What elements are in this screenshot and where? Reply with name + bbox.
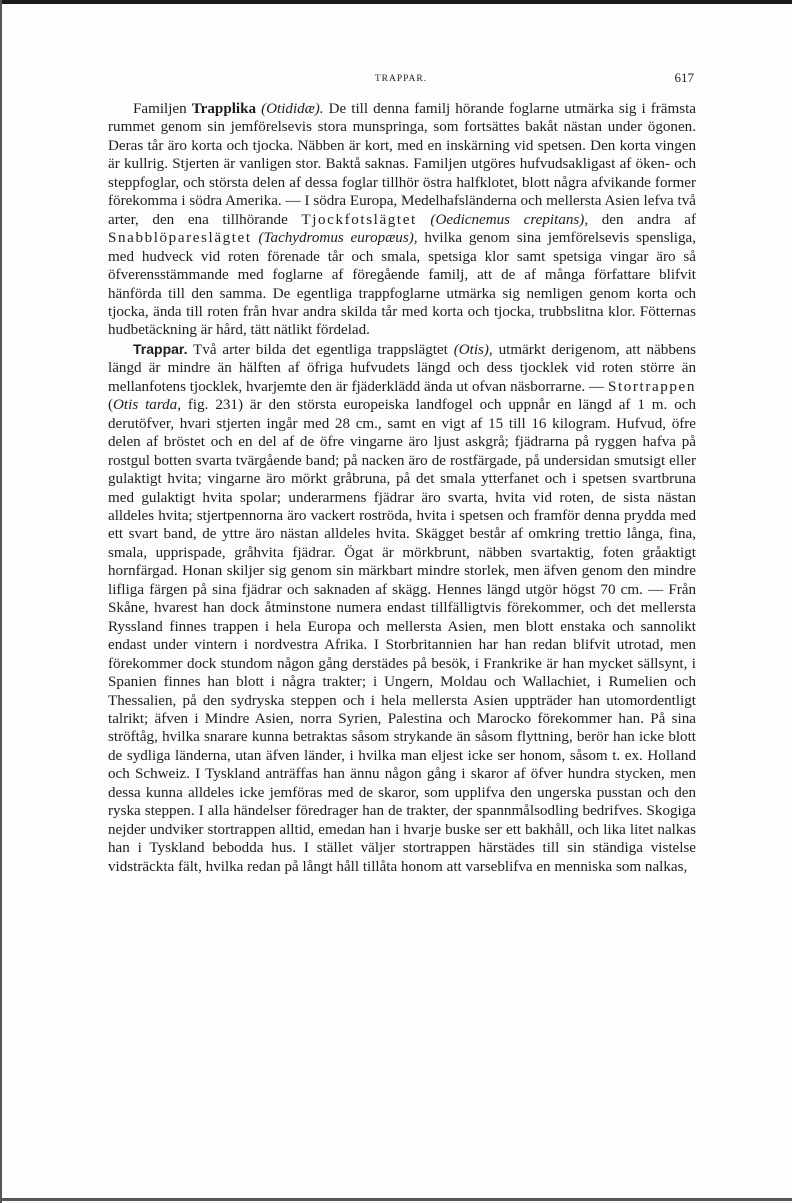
genus-latin-name: (Oedicnemus crepitans), xyxy=(430,211,589,228)
species-latin-name: Otis tarda, xyxy=(113,397,182,414)
paragraph-text: Två arter bilda det egentliga trappslägtet xyxy=(187,341,454,358)
species-name: Stortrappen xyxy=(607,378,696,395)
intro-word: Familjen xyxy=(133,101,187,117)
section-heading: Trappar. xyxy=(133,340,188,357)
paragraph-text: De till denna familj hörande foglarne utmärka sig i främsta rummet genom sin jemförelsevis stora munspringa, som fortsättes bakåt nästan under ögonen. Deras tår äro korta och tjocka. Näbben är kort, med en inskärning vid spetsen. Den korta vingen är kullrig. Stjerten är vanligen stor. Baktå saknas. Familjen utgöres hufvudsakligast af öken- och steppfoglar, och största delen af dessa foglar tillhör östra halfklotet, blott några afvikande former förekomma i södra Amerika. — I södra Europa, Medelhafsländerna och mellersta Asien lefva två arter, den ena tillhörande xyxy=(108,101,696,228)
paragraph-text: är den största europeiska landfogel och uppnår en längd af 1 m. och derutöfver, hvari stjerten ingår med 28 cm., samt en vigt af 15 till 16 kilogram. Hufvud, öfre delen af bröstet och en del af de öfre vingarne äro ljust askgrå; fjädrarna på ryggen hafva på rostgul botten svarta tvärgående band; på nacken äro de rostfärgade, på undersidan smutsigt eller gulaktigt hvita; vingarne äro mörkt gråbruna, på det smala ytterfanet och i spetsen svartbruna med gulaktigt hvita spolar; underarmens fjädrar äro svarta, hvita vid roten, de sista nästan alldeles hvita; stjertpennorna äro vackert roströda, hvita i spetsen och framför denna prydda med ett svart band, de yttre äro nästan alldeles hvita. Skägget består af omkring trettio långa, fina, smala, upprispade, gråhvita fjädrar. Ögat är mörkbrunt, näbben svartaktig, foten gråaktigt hornfärgad. Honan skiljer sig genom sin märkbart mindre storlek, men äfven genom den mindre lifliga färgen på sina fjädrar och saknaden af skägg. Hennes längd utgör högst 70 cm. — Från Skåne, hvarest han dock åtminstone numera endast tillfälligtvis förekommer, och det mellersta Ryssland finnes trappen i hela Europa och mellersta Asien, men blott enstaka och sannolikt endast under vintern i nordvestra Afrika. I Storbritannien har han redan blifvit utrotad, men förekommer dock stundom någon gång derstädes på besök, i Frankrike är han mycket sällsynt, i Spanien finnes han blott i några trakter; i Ungern, Moldau och Wallachiet, i Rumelien och Thessalien, på den sydryska steppen och i hela mellersta Asien uppträder han utomordentligt talrikt; äfven i Mindre Asien, norra Syrien, Palestina och Marocko förekommer han. På sina ströftåg, hvilka snarare kunna betraktas såsom strykande än såsom flyttning, berör han icke blott de sydliga länderna, utan äfven länder, i hvilka man eljest icke ser honom, såsom t. ex. Holland och Schweiz. I Tyskland anträffas han ännu någon gång i skaror af öfver hundra stycken, men dessa kunna alldeles icke jemföras med de skaror, som upplifva den ungerska pusstan och den ryska steppen. I alla händelser föredrager han de trakter, der spannmålsodling bedrifves. Skogiga nejder undviker stortrappen alltid, emedan han i hvarje buske ser ett bakhåll, och lika litet nalkas han i Tyskland bebodda hus. I stället väljer stortrappen härstädes till sin ständiga vistelse vidsträckta fält, hvilka redan på långt håll tillåta honom att varseblifva en menniska som nalkas, xyxy=(108,397,696,875)
running-title: TRAPPAR. xyxy=(374,74,428,84)
genus-name: Snabblöpareslägtet xyxy=(108,230,252,247)
genus-latin-name: (Tachydromus europæus), xyxy=(258,230,418,247)
left-edge-line xyxy=(0,0,2,1203)
paragraph-text: hvilka genom sina jemförelsevis spensliga, med hudveck vid roten förenade tår och smala, spetsiga klor samt spetsiga vingar äro så öfverensstämmande med foglarne af föregående familj, att de af många författare blifvit hänförda till den samma. De egentliga trappfoglarne utmärka sig nemligen genom korta och tjocka, ända till roten från hvar andra skilda tår med korta och tjocka, trubbslitna klor. Fötternas hudbetäckning är hård, tätt nätlikt fördelad. xyxy=(108,230,696,339)
figure-reference: fig. 231) xyxy=(181,397,244,414)
page-number: 617 xyxy=(674,70,694,85)
paragraph-trappar xyxy=(108,340,696,876)
paragraph-text: utmärkt derigenom, att näbbens längd är mindre än hälften af öfriga hufvudets längd och dess tjocklek vid roten större än mellanfotens tjocklek, hvarjemte den är fjäderklädd ända ut ofvan näsborrarne. — xyxy=(108,341,696,395)
genus-latin-name: (Otis), xyxy=(453,341,493,358)
text-body xyxy=(108,100,696,876)
genus-name: Tjockfotslägtet xyxy=(301,211,417,228)
paragraph-text: den andra af xyxy=(588,211,696,228)
paragraph-family-description xyxy=(108,100,696,340)
family-name: Trapplika xyxy=(191,101,257,117)
running-head xyxy=(108,70,694,90)
family-latin-name: (Otididæ). xyxy=(261,101,324,117)
top-edge-line xyxy=(0,0,792,4)
bottom-edge-line xyxy=(0,1198,792,1201)
species-ref-open: ( xyxy=(108,397,114,414)
